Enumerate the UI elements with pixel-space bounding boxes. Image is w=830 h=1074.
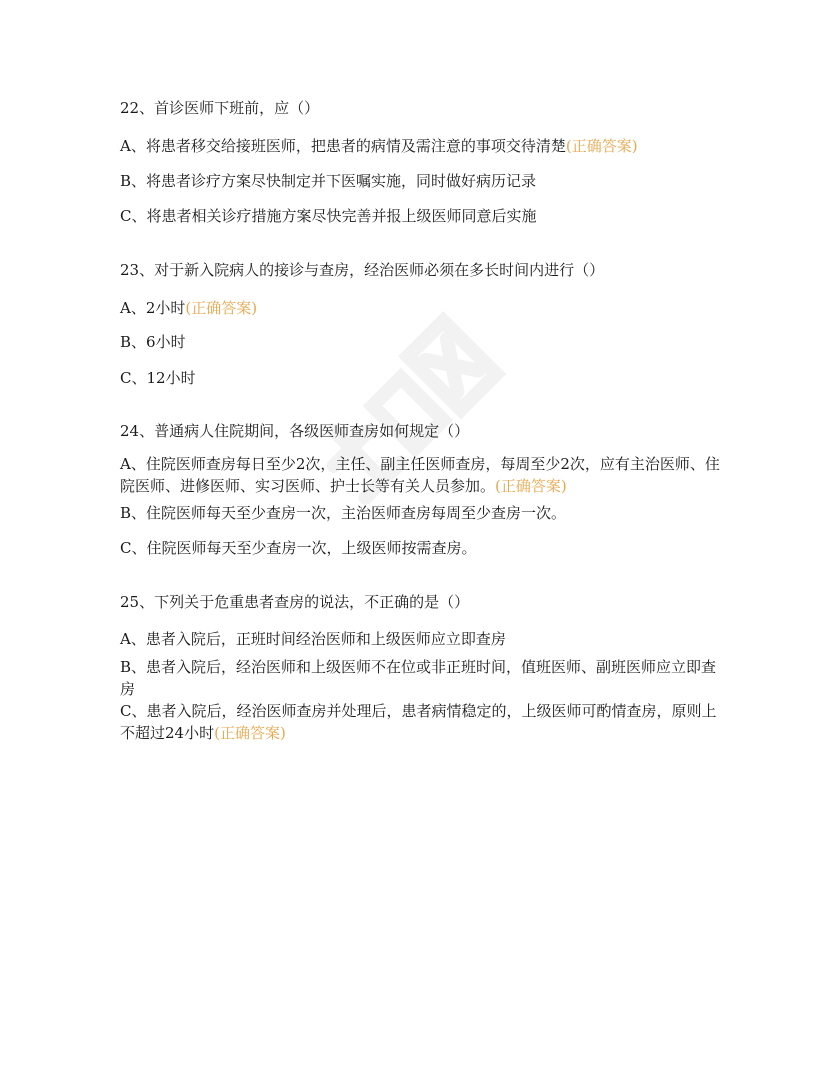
option-text: A、将患者移交给接班医师，把患者的病情及需注意的事项交待清楚 [120, 137, 566, 155]
question-23-option-c: C、12小时 [120, 369, 196, 387]
correct-answer-tag: (正确答案) [214, 724, 286, 742]
option-text: A、2小时 [120, 299, 186, 317]
correct-answer-tag: (正确答案) [565, 137, 638, 155]
question-24: 24、普通病人住院期间，各级医师查房如何规定（） [120, 422, 470, 440]
correct-answer-tag: (正确答案) [495, 477, 567, 495]
correct-answer-tag: (正确答案) [185, 299, 258, 317]
question-22: 22、首诊医师下班前，应（） [120, 99, 320, 117]
question-24-option-a [120, 453, 720, 497]
question-25-option-b: B、患者入院后，经治医师和上级医师不在位或非正班时间，值班医师、副班医师应立即查房 [120, 658, 717, 698]
option-text: A、住院医师查房每日至少2次，主任、副主任医师查房，每周至少2次，应有主治医师、住院医师、进修医师、实习医师、护士长等有关人员参加。 [120, 455, 720, 495]
question-24-option-c: C、住院医师每天至少查房一次，上级医师按需查房。 [120, 539, 477, 557]
question-23-option-b: B、6小时 [120, 333, 186, 351]
option-text: C、患者入院后，经治医师查房并处理后，患者病情稳定的，上级医师可酌情查房，原则上不超过24小时 [120, 702, 717, 742]
question-22-option-a [120, 135, 720, 157]
question-22-option-b: B、将患者诊疗方案尽快制定并下医嘱实施，同时做好病历记录 [120, 172, 537, 190]
question-23: 23、对于新入院病人的接诊与查房，经治医师必须在多长时间内进行（） [120, 261, 605, 279]
question-25-option-a: A、患者入院后，正班时间经治医师和上级医师应立即查房 [120, 630, 506, 648]
question-24-option-b: B、住院医师每天至少查房一次，主治医师查房每周至少查房一次。 [120, 504, 567, 522]
question-25-option-c [120, 700, 720, 744]
question-23-option-a [120, 297, 720, 319]
question-22-option-c: C、将患者相关诊疗措施方案尽快完善并报上级医师同意后实施 [120, 207, 537, 225]
question-25: 25、下列关于危重患者查房的说法，不正确的是（） [120, 593, 470, 611]
